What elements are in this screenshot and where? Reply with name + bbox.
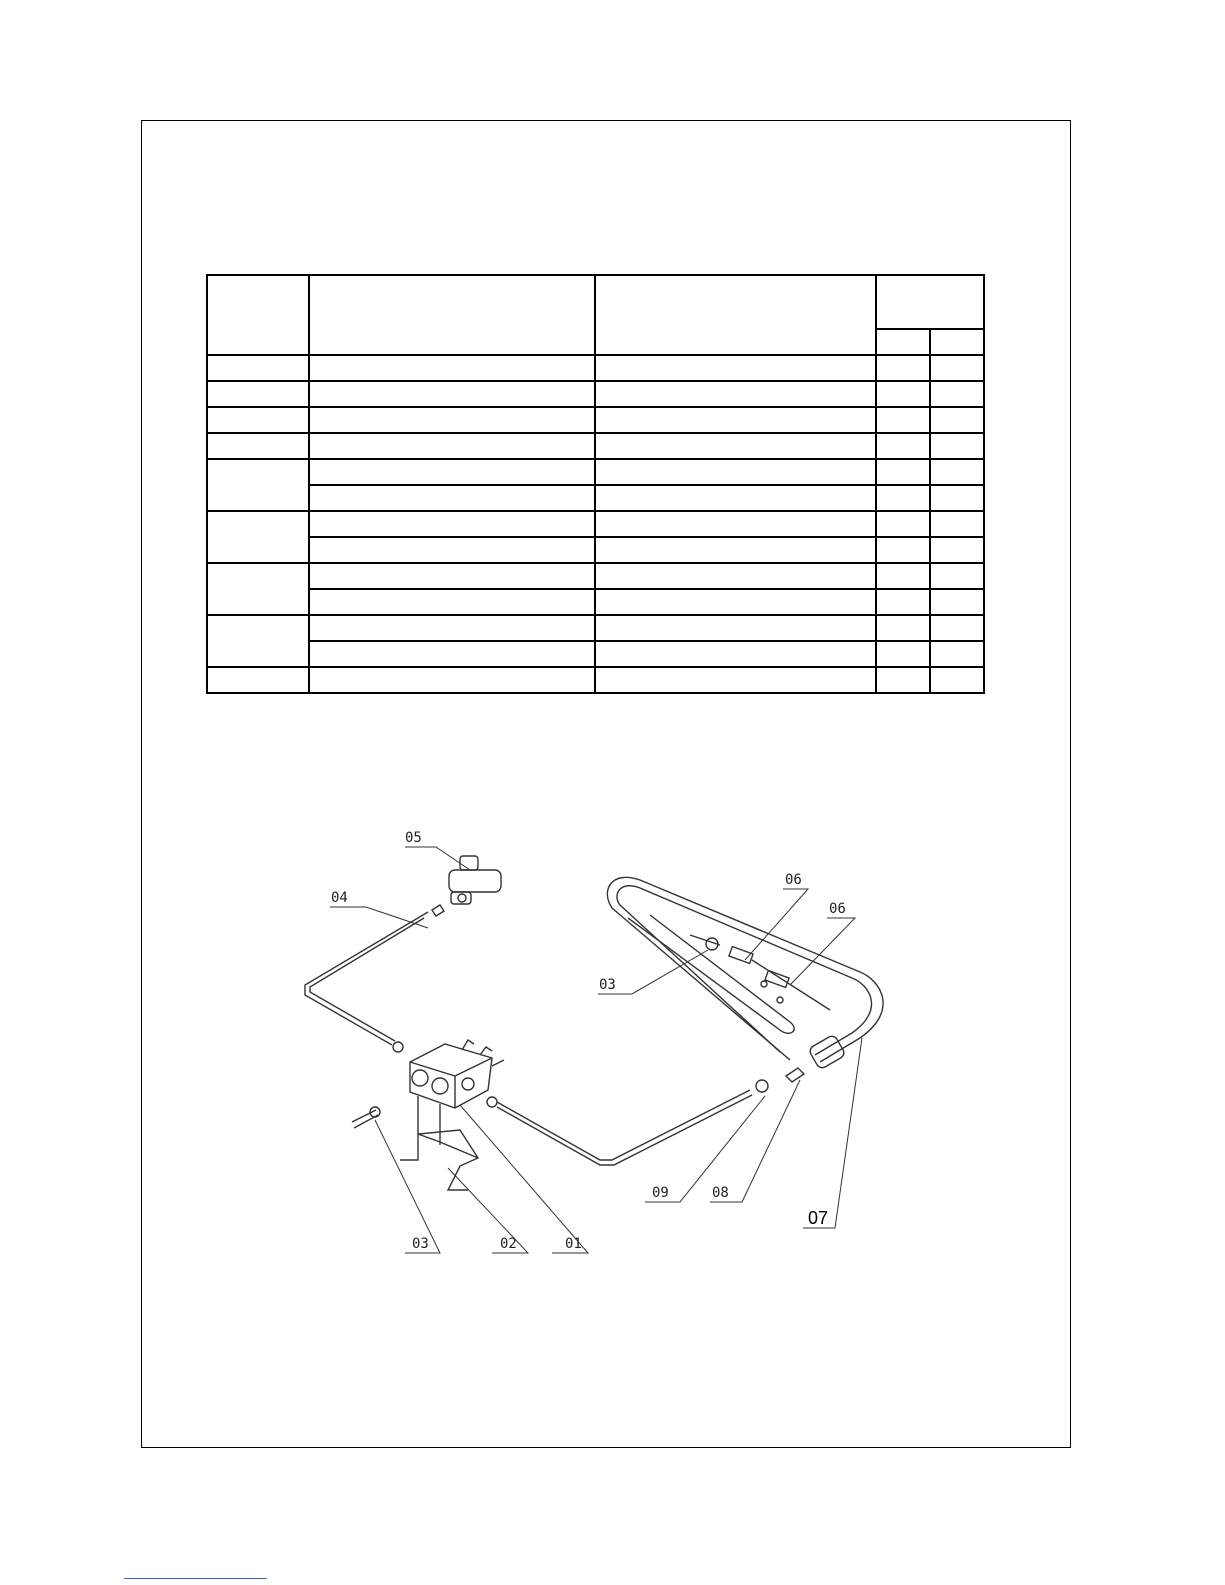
table-row [207, 511, 984, 537]
nut-part-03-left [352, 1107, 380, 1128]
label-03-left: 03 [412, 1236, 429, 1252]
table-row [207, 563, 984, 589]
bracket-part-02 [400, 1096, 478, 1190]
label-06-b: 06 [829, 901, 846, 917]
parts-table [206, 274, 985, 694]
label-08: 08 [712, 1185, 729, 1201]
table-row [207, 589, 984, 615]
leader-lines [330, 847, 862, 1253]
table-row [207, 459, 984, 485]
table-row [207, 381, 984, 407]
header-cell-qty-b [930, 329, 984, 355]
gas-tube-to-burner [487, 1068, 804, 1165]
table-row [207, 641, 984, 667]
header-cell-qty [876, 275, 984, 329]
table-header-row [207, 275, 984, 329]
gas-tube-part-04 [305, 905, 444, 1052]
table-row [207, 537, 984, 563]
table-row [207, 667, 984, 693]
label-05: 05 [405, 830, 422, 846]
label-04: 04 [331, 890, 348, 906]
header-cell-name [309, 275, 595, 355]
label-03-right: 03 [599, 977, 616, 993]
table-row [207, 407, 984, 433]
label-06-a: 06 [785, 872, 802, 888]
table-row [207, 615, 984, 641]
label-01: 01 [565, 1236, 582, 1252]
footer-rule [124, 1578, 267, 1579]
label-09: 09 [652, 1185, 669, 1201]
label-07: 07 [808, 1208, 829, 1228]
header-cell-code [595, 275, 876, 355]
header-cell-qty-a [876, 329, 930, 355]
table-row [207, 355, 984, 381]
label-02: 02 [500, 1236, 517, 1252]
table-row [207, 485, 984, 511]
regulator-part-05 [449, 856, 501, 904]
exploded-assembly-diagram [290, 815, 930, 1265]
table-row [207, 433, 984, 459]
header-cell-no [207, 275, 309, 355]
